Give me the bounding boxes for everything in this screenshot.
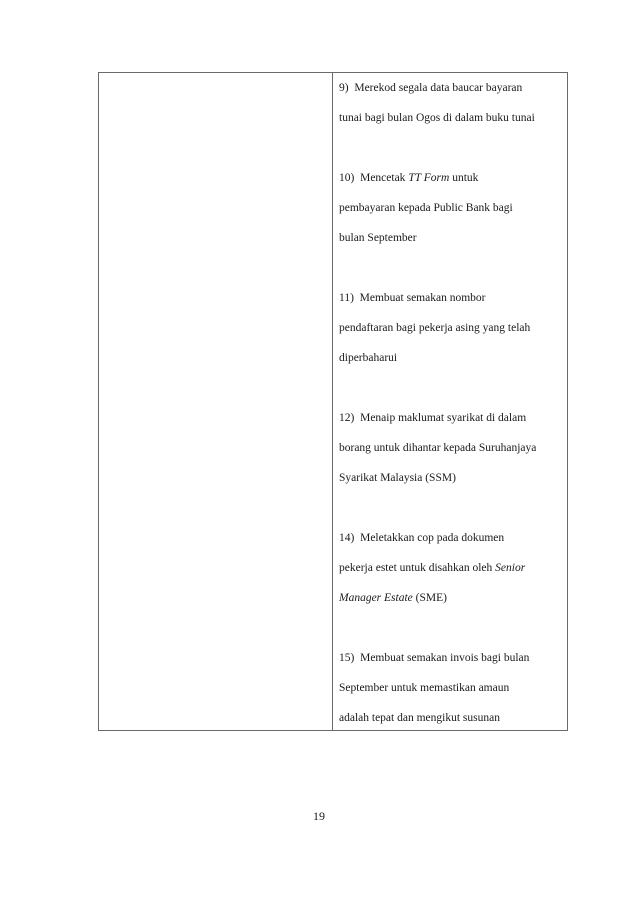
list-item-text: Membuat semakan nombor xyxy=(359,292,486,304)
list-item-number: 9) xyxy=(339,82,349,94)
list-item-line xyxy=(339,283,567,313)
list-item-text: adalah tepat dan mengikut susunan xyxy=(339,712,500,724)
list-item-number: 15) xyxy=(339,652,355,664)
list-item-line xyxy=(339,343,567,373)
list-item xyxy=(339,643,567,733)
table-left-column xyxy=(99,73,333,730)
list-item-line xyxy=(339,403,567,433)
list-item-text: Merekod segala data baucar bayaran xyxy=(354,82,523,94)
list-item xyxy=(339,523,567,613)
list-item-text: pembayaran kepada Public Bank bagi xyxy=(339,202,513,214)
list-item-text: Senior xyxy=(495,562,526,574)
list-item-text: TT Form xyxy=(408,172,450,184)
list-item xyxy=(339,163,567,253)
list-item-text: Meletakkan cop pada dokumen xyxy=(360,532,505,544)
list-item-text: diperbaharui xyxy=(339,352,398,364)
list-item xyxy=(339,283,567,373)
list-item-text: untuk xyxy=(449,172,479,184)
table-right-column xyxy=(333,73,567,730)
list-item-text: bulan September xyxy=(339,232,417,244)
list-item-line xyxy=(339,163,567,193)
list-item-text: Manager Estate xyxy=(339,592,413,604)
list-item-text: Membuat semakan invois bagi bulan xyxy=(360,652,530,664)
list-item-text: tunai bagi bulan Ogos di dalam buku tunai xyxy=(339,112,535,124)
list-item-line xyxy=(339,643,567,673)
list-item-number: 12) xyxy=(339,412,355,424)
list-item-number: 14) xyxy=(339,532,355,544)
list-item-line xyxy=(339,73,567,103)
list-item-line xyxy=(339,673,567,703)
list-item-text: Menaip maklumat syarikat di dalam xyxy=(360,412,527,424)
list-item-line xyxy=(339,223,567,253)
list-item-line xyxy=(339,703,567,733)
list-item-line xyxy=(339,193,567,223)
list-item-number: 10) xyxy=(339,172,355,184)
list-item-text: borang untuk dihantar kepada Suruhanjaya xyxy=(339,442,537,454)
list-item-line xyxy=(339,313,567,343)
list-item-text: pekerja estet untuk disahkan oleh xyxy=(339,562,496,574)
list-item-text: Mencetak xyxy=(360,172,409,184)
list-item-line xyxy=(339,463,567,493)
list-item xyxy=(339,403,567,493)
page-number: 19 xyxy=(313,809,325,823)
list-item-line xyxy=(339,553,567,583)
list-item-line xyxy=(339,523,567,553)
list-item-line xyxy=(339,433,567,463)
list-item-number: 11) xyxy=(339,292,354,304)
list-item xyxy=(339,73,567,133)
list-item-line xyxy=(339,583,567,613)
list-item-text: Syarikat Malaysia (SSM) xyxy=(339,472,456,484)
task-table xyxy=(98,72,568,731)
list-item-text: September untuk memastikan amaun xyxy=(339,682,510,694)
list-item-line xyxy=(339,103,567,133)
list-item-text: (SME) xyxy=(412,592,447,604)
list-item-text: pendaftaran bagi pekerja asing yang telah xyxy=(339,322,531,334)
